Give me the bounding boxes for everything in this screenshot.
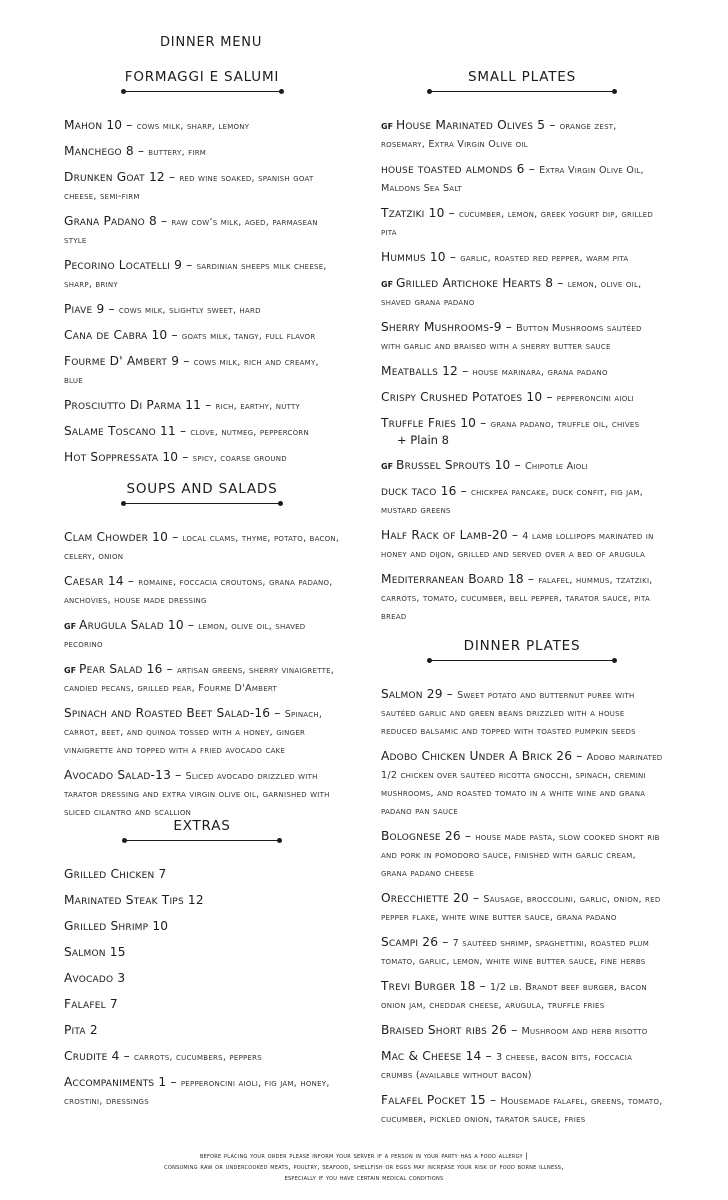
menu-item	[381, 414, 663, 448]
menu-item	[64, 969, 340, 987]
menu-item	[64, 116, 340, 134]
item-description: pepperoncini aioli	[556, 393, 634, 404]
item-name: Cana de Cabra 10 –	[64, 328, 182, 342]
item-description: 1/2 lb. Brandt beef burger, bacon onion jam, cheddar cheese, arugula, truffle fries	[381, 982, 647, 1011]
menu-item	[381, 747, 663, 819]
section-formaggi	[64, 67, 340, 474]
item-name: Avocado 3	[64, 971, 126, 985]
item-name: Adobo Chicken Under A Brick 26 –	[381, 749, 587, 763]
menu-item	[381, 933, 663, 969]
menu-item	[381, 456, 663, 474]
menu-item	[64, 1047, 340, 1065]
item-description: cows milk, slightly sweet, hard	[118, 305, 261, 316]
menu-item	[381, 116, 663, 152]
menu-item	[64, 616, 340, 652]
item-name: Manchego 8 –	[64, 144, 149, 158]
menu-item	[64, 891, 340, 909]
menu-item	[381, 685, 663, 739]
item-name: Bolognese 26 –	[381, 829, 476, 843]
menu-item	[64, 352, 340, 388]
menu-item	[64, 326, 340, 344]
gluten-free-badge: GF	[381, 462, 394, 471]
section-title: EXTRAS	[173, 818, 231, 834]
menu-item	[64, 528, 340, 564]
item-description: Sweet potato and butternut puree with sautéed garlic and green beans drizzled with a house reduced balsamic and topped with toasted pumpkin seeds	[381, 690, 636, 737]
menu-item	[381, 248, 663, 266]
item-name: Grilled Artichoke Hearts 8 –	[396, 276, 568, 290]
item-description: 4 lamb lollipops marinated in honey and dijon, grilled and served over a bed of arugula	[381, 531, 654, 560]
section-divider	[123, 836, 281, 845]
item-name: Scampi 26 –	[381, 935, 453, 949]
notice-line-3: especially if you have certain medical conditions	[284, 1173, 444, 1182]
menu-item	[381, 160, 663, 196]
item-name: Piave 9 –	[64, 302, 119, 316]
item-name: Marinated Steak Tips 12	[64, 893, 204, 907]
item-name: Grana Padano 8 –	[64, 214, 172, 228]
item-description: Housemade falafel, greens, tomato, cucumber, pickled onion, tarator sauce, fries	[381, 1096, 663, 1125]
gluten-free-badge: GF	[64, 666, 77, 675]
item-name: Trevi Burger 18 –	[381, 979, 491, 993]
item-name: Grilled Shrimp 10	[64, 919, 169, 933]
gluten-free-badge: GF	[381, 122, 394, 131]
menu-items	[64, 528, 340, 820]
item-description: Adobo marinated 1/2 chicken over sautéed ricotta gnocchi, spinach, cremini mushrooms, and roasted tomato in a white wine and grana padano pan sauce	[381, 752, 663, 817]
section-divider	[428, 656, 616, 665]
menu-items	[381, 685, 663, 1127]
item-name: Falafel 7	[64, 997, 118, 1011]
item-name: Meatballs 12 –	[381, 364, 473, 378]
menu-item	[381, 318, 663, 354]
item-description: Sausage, broccolini, garlic, onion, red pepper flake, white wine butter sauce, grana padano	[381, 894, 661, 923]
item-name: Mediterranean Board 18 –	[381, 572, 539, 586]
item-name: Salame Toscano 11 –	[64, 424, 191, 438]
section-title: DINNER PLATES	[463, 638, 581, 654]
menu-item	[64, 766, 340, 820]
menu-item	[381, 274, 663, 310]
item-name: Sherry Mushrooms-9 –	[381, 320, 517, 334]
item-name: House Marinated Olives 5 –	[396, 118, 560, 132]
item-description: spicy, coarse ground	[192, 453, 287, 464]
menu-item	[64, 995, 340, 1013]
section-title: SMALL PLATES	[468, 69, 576, 85]
item-name: Prosciutto Di Parma 11 –	[64, 398, 216, 412]
item-description: cows milk, rich and creamy, blue	[64, 357, 319, 386]
item-description: falafel, hummus, tzatziki, carrots, tomato, cucumber, bell pepper, tarator sauce, pita bread	[381, 575, 653, 622]
item-name: Fourme D' Ambert 9 –	[64, 354, 194, 368]
menu-items	[381, 116, 663, 624]
section-extras	[64, 816, 340, 1117]
item-description: cows milk, sharp, lemony	[136, 121, 250, 132]
item-description: lemon, olive oil, shaved grana padano	[381, 279, 642, 308]
menu-item	[64, 212, 340, 248]
item-name: Avocado Salad-13 –	[64, 768, 186, 782]
item-description: carrots, cucumbers, peppers	[134, 1052, 262, 1063]
item-name: Braised Short ribs 26 –	[381, 1023, 522, 1037]
item-description: 7 sautéed shrimp, spaghettini, roasted plum tomato, garlic, lemon, white wine butter sauce, fine herbs	[381, 938, 650, 967]
menu-item	[381, 889, 663, 925]
allergy-notice	[0, 1150, 728, 1183]
menu-item	[381, 482, 663, 518]
menu-item	[381, 977, 663, 1013]
item-name: Mahon 10 –	[64, 118, 137, 132]
item-name: Crispy Crushed Potatoes 10 –	[381, 390, 557, 404]
item-name: Orecchiette 20 –	[381, 891, 484, 905]
item-description: Sliced avocado drizzled with tarator dressing and extra virgin olive oil, garnished with sliced cilantro and scallion	[64, 771, 330, 818]
item-description: Chipotle Aioli	[524, 461, 588, 472]
menu-item	[381, 362, 663, 380]
item-name: Truffle Fries 10 –	[381, 416, 491, 430]
menu-item	[64, 1021, 340, 1039]
menu-item	[64, 943, 340, 961]
item-description: red wine soaked, spanish goat cheese, semi-firm	[64, 173, 314, 202]
item-name: Pear Salad 16 –	[79, 662, 177, 676]
page-title: DINNER MENU	[160, 35, 263, 50]
item-name: Brussel Sprouts 10 –	[396, 458, 525, 472]
item-description: clove, nutmeg, peppercorn	[190, 427, 309, 438]
item-name: Salmon 15	[64, 945, 126, 959]
item-description: local clams, thyme, potato, bacon, celery, onion	[64, 533, 340, 562]
item-name: Spinach and Roasted Beet Salad-16 –	[64, 706, 285, 720]
item-name: Pecorino Locatelli 9 –	[64, 258, 197, 272]
menu-items	[64, 865, 340, 1109]
item-name: Arugula Salad 10 –	[79, 618, 199, 632]
section-dinner-plates	[381, 636, 663, 1135]
item-name: Pita 2	[64, 1023, 98, 1037]
item-description: rich, earthy, nutty	[215, 401, 301, 412]
menu-item	[381, 1047, 663, 1083]
notice-line-1: before placing your order please inform your server if a person in your party has a food allergy |	[199, 1151, 529, 1160]
gluten-free-badge: GF	[64, 622, 77, 631]
item-option: + Plain 8	[397, 433, 449, 447]
item-description: sardinian sheeps milk cheese, sharp, briny	[64, 261, 327, 290]
item-description: cucumber, lemon, greek yogurt dip, grilled pita	[381, 209, 654, 238]
menu-item	[381, 570, 663, 624]
menu-item	[64, 704, 340, 758]
item-name: duck taco 16 –	[381, 484, 471, 498]
menu-item	[381, 388, 663, 406]
section-title: FORMAGGI E SALUMI	[124, 69, 280, 85]
item-description: goats milk, tangy, full flavor	[181, 331, 316, 342]
menu-items	[64, 116, 340, 466]
menu-item	[381, 204, 663, 240]
menu-item	[64, 168, 340, 204]
item-name: Salmon 29 –	[381, 687, 458, 701]
item-name: house toasted almonds 6 –	[381, 162, 540, 176]
item-description: romaine, foccacia croutons, grana padano, anchovies, house made dressing	[64, 577, 333, 606]
menu-item	[64, 917, 340, 935]
item-description: garlic, roasted red pepper, warm pita	[460, 253, 629, 264]
item-description: buttery, firm	[148, 147, 207, 158]
item-description: artisan greens, sherry vinaigrette, candied pecans, grilled pear, Fourme D'Ambert	[64, 665, 335, 694]
item-name: Caesar 14 –	[64, 574, 139, 588]
item-description: chickpea pancake, duck confit, fig jam, mustard greens	[381, 487, 644, 516]
section-divider	[122, 87, 283, 96]
menu-item	[64, 300, 340, 318]
menu-item	[64, 572, 340, 608]
item-name: Falafel Pocket 15 –	[381, 1093, 501, 1107]
section-divider	[122, 499, 282, 508]
menu-item	[64, 142, 340, 160]
item-description: lemon, olive oil, shaved pecorino	[64, 621, 306, 650]
menu-item	[381, 827, 663, 881]
item-name: Drunken Goat 12 –	[64, 170, 180, 184]
section-title: SOUPS AND SALADS	[126, 481, 278, 497]
menu-item	[381, 1091, 663, 1127]
menu-item	[64, 865, 340, 883]
item-description: 3 cheese, bacon bits, foccacia crumbs (available without bacon)	[381, 1052, 633, 1081]
menu-item	[64, 448, 340, 466]
item-description: house marinara, grana padano	[472, 367, 608, 378]
item-name: Tzatziki 10 –	[381, 206, 459, 220]
item-description: orange zest, rosemary, Extra Virgin Olive oil	[381, 121, 617, 150]
gluten-free-badge: GF	[381, 280, 394, 289]
menu-item	[64, 422, 340, 440]
menu-item	[381, 1021, 663, 1039]
item-description: Spinach, carrot, beet, and quinoa tossed with a honey, ginger vinaigrette and topped with a fried avocado cake	[64, 709, 323, 756]
item-name: Grilled Chicken 7	[64, 867, 167, 881]
section-divider	[428, 87, 616, 96]
item-description: raw cow’s milk, aged, parmasean style	[64, 217, 318, 246]
section-small-plates	[381, 67, 663, 632]
menu-item	[381, 526, 663, 562]
item-description: house made pasta, slow cooked short rib and pork in pomodoro sauce, finished with garlic cream, grana padano cheese	[381, 832, 660, 879]
item-description: pepperoncini aioli, fig jam, honey, crostini, dressings	[64, 1078, 330, 1107]
item-name: Crudite 4 –	[64, 1049, 134, 1063]
item-description: Mushroom and herb risotto	[521, 1026, 648, 1037]
menu-item	[64, 660, 340, 696]
item-name: Mac & Cheese 14 –	[381, 1049, 496, 1063]
item-description: grana padano, truffle oil, chives	[490, 419, 640, 430]
item-description: Extra Virgin Olive Oil, Maldons Sea Salt	[381, 165, 644, 194]
notice-line-2: consuming raw or undercooked meats, poultry, seafood, shellfish or eggs may increase your risk of food borne illness,	[164, 1162, 564, 1171]
item-description: Button Mushrooms sautéed with garlic and braised with a sherry butter sauce	[381, 323, 642, 352]
item-name: Accompaniments 1 –	[64, 1075, 181, 1089]
menu-item	[64, 256, 340, 292]
section-soups-salads	[64, 479, 340, 828]
item-name: Half Rack of Lamb-20 –	[381, 528, 523, 542]
item-name: Clam Chowder 10 –	[64, 530, 183, 544]
item-name: Hot Soppressata 10 –	[64, 450, 193, 464]
item-name: Hummus 10 –	[381, 250, 461, 264]
menu-item	[64, 396, 340, 414]
menu-item	[64, 1073, 340, 1109]
